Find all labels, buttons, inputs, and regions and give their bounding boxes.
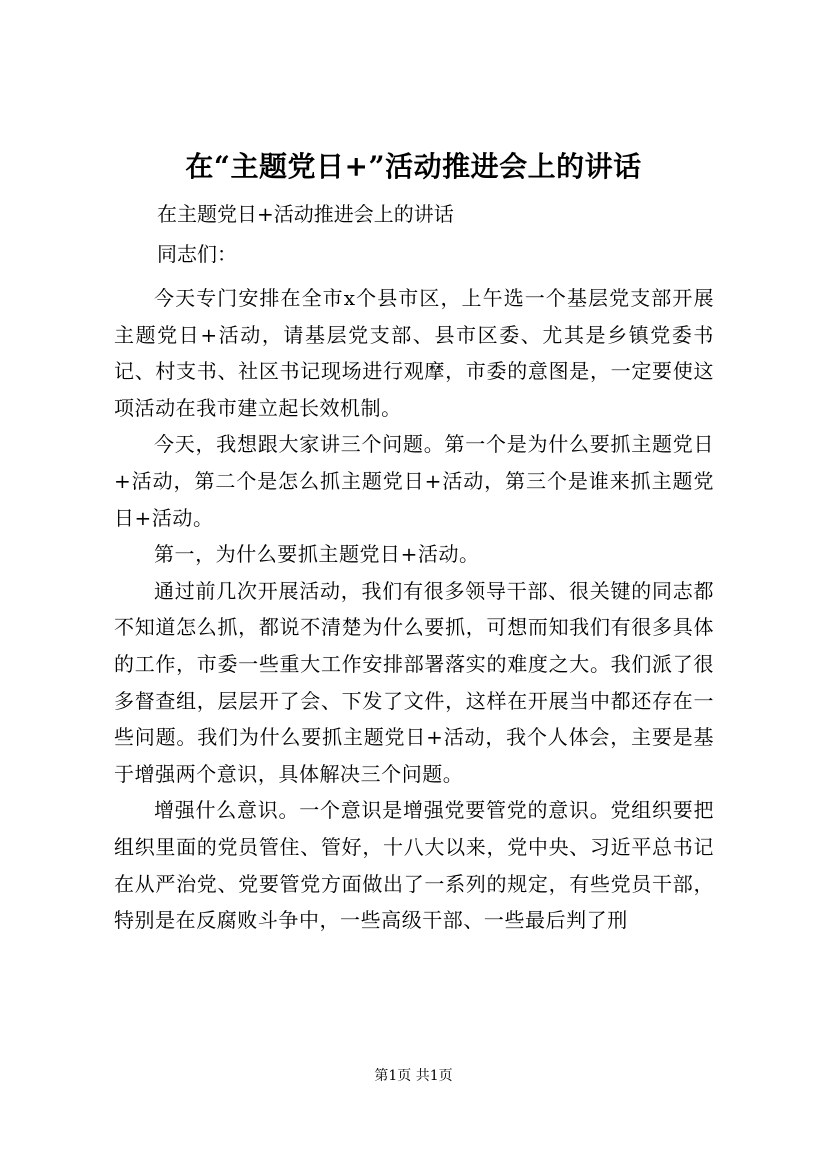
document-subtitle: 在主题党日+活动推进会上的讲话	[157, 202, 454, 226]
document-title: 在“主题党日+”活动推进会上的讲话	[185, 150, 642, 183]
page-footer: 第1页 共1页	[374, 1068, 453, 1084]
paragraph-reasons: 通过前几次开展活动，我们有很多领导干部、很关键的同志都不知道怎么抓，都说不清楚为什么要抓，可想而知我们有很多具体的工作，市委一些重大工作安排部署落实的难度之大。我们派了很多督查组，层层开了会、下发了文件，这样在开展当中都还存在一些问题。我们为什么要抓主题党日+活动，我个人体会，主要是基于增强两个意识，具体解决三个问题。	[114, 578, 714, 786]
paragraph-three-questions: 今天，我想跟大家讲三个问题。第一个是为什么要抓主题党日+活动，第二个是怎么抓主题党日+活动，第三个是谁来抓主题党日+活动。	[114, 432, 714, 530]
paragraph-awareness: 增强什么意识。一个意识是增强党要管党的意识。党组织要把组织里面的党员管住、管好，十八大以来，党中央、习近平总书记在从严治党、党要管党方面做出了一系列的规定，有些党员干部，特别是在反腐败斗争中，一些高级干部、一些最后判了刑	[114, 798, 714, 933]
section-heading-first: 第一，为什么要抓主题党日+活动。	[154, 542, 480, 567]
salutation: 同志们：	[157, 242, 237, 266]
document-body	[114, 280, 714, 939]
paragraph-intro: 今天专门安排在全市x个县市区，上午选一个基层党支部开展主题党日+活动，请基层党支部、县市区委、尤其是乡镇党委书记、村支书、社区书记现场进行观摩，市委的意图是，一定要使这项活动在我市建立起长效机制。	[114, 286, 714, 420]
